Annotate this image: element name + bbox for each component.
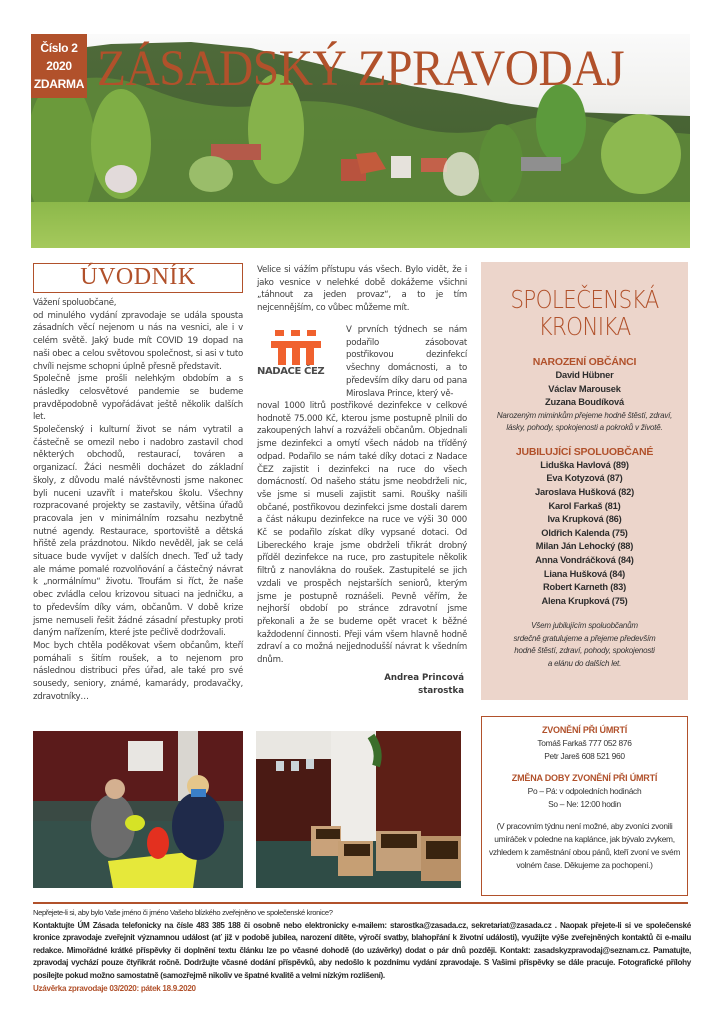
jubilee-name: Jaroslava Hušková (82) [535, 486, 634, 497]
bell-contact: Petr Jareš 608 521 960 [544, 751, 625, 761]
bell-note: vzhledem k zaměstnání obou pánů, kteří zvoní ve svém [488, 847, 681, 857]
editorial-column-1 [33, 297, 243, 704]
birth-name: Václav Marousek [548, 383, 621, 394]
jubilee-name: Liana Hušková (84) [543, 568, 626, 579]
jubilee-note: a elánu do dalších let. [547, 658, 622, 668]
social-chronicle-panel [481, 262, 688, 700]
jubilee-name: Iva Krupková (86) [547, 514, 622, 525]
births-note: lásky, pohody, spokojenosti a pokroků v životě. [506, 423, 663, 433]
jubilee-note: srdečně gratulujeme a přejeme především [513, 633, 656, 643]
bell-note: umíráček v poledne na kaplánce, jak bývalo zvykem, [494, 834, 675, 844]
jubilee-name: Alena Krupková (75) [541, 595, 628, 606]
bell-schedule: Po – Pá: v odpoledních hodinách [527, 786, 642, 796]
footer-notice [33, 907, 691, 995]
jubilee-note: Všem jubilujícím spoluobčanům [531, 621, 638, 631]
bell-ringing-heading: ZVONĚNÍ PŘI ÚMRTÍ [541, 725, 628, 735]
jubilee-note: hodně štěstí, zdraví, pohody, spokojenosti [514, 646, 655, 656]
editorial-paragraph: Velice si vážím přístupu vás všech. Bylo vidět, že i jako vesnice v nelehké době dokážeme všichni „táhnout za jeden provaz“, a to je tím nejcennějším, co vůbec můžeme mít. [257, 265, 467, 314]
jubilee-name: Oldřich Kalenda (75) [541, 527, 628, 538]
signature [257, 672, 464, 698]
editorial-paragraph: Moc bych chtěla poděkovat všem občanům, kteří pomáhali s šitím roušek, a to nejenom pro následnou distribuci přes úřad, ale také pro své sousedy, seniory, známé, kamarády, prodavačky, zdravotníky… [33, 640, 243, 702]
editorial-heading: ÚVODNÍK [80, 264, 196, 290]
jubilee-heading: JUBILUJÍCÍ SPOLUOBČANÉ [515, 445, 654, 458]
bell-note: (V pracovním týdnu není možné, aby zvoníci zvonili [496, 821, 673, 831]
jubilee-name: Robert Karneth (83) [543, 582, 626, 593]
cez-logo-icon [271, 330, 321, 365]
footer-deadline: Uzávěrka zpravodaje 03/2020: pátek 18.9.2020 [33, 983, 196, 993]
chronicle-title-line: KRONIKA [538, 312, 631, 341]
editorial-paragraph: Společně jsme prošli nelehkým obdobím a s následky celosvětové pandemie se budeme pravděpodobně vypořádávat ještě několik dalších let. [33, 374, 243, 423]
issue-year: 2020 [46, 59, 72, 73]
jubilee-name: Anna Vondráčková (84) [535, 554, 634, 565]
footer-divider [33, 902, 688, 904]
editorial-paragraph: od minulého vydání zpravodaje se udála spousta zásadních věcí nejenom u nás na vesnici, ale i v celém světě. Jaký bude mít COVID 19 dopad na naši obec a celou světovou společnost, si asi v tuto chvíli nejsme schopni úplně přesně představit. [33, 310, 243, 372]
jubilee-name: Karol Farkaš (81) [548, 500, 621, 511]
jubilee-name: Liduška Havlová (89) [540, 459, 629, 470]
author-name: Andrea Princová [384, 673, 464, 683]
bell-contact: Tomáš Farkaš 777 052 876 [537, 738, 632, 748]
editorial-cez-rest [257, 400, 467, 667]
birth-name: Zuzana Boudíková [545, 397, 624, 408]
photo-disinfectant-boxes [256, 731, 461, 888]
footer-question: Nepřejete-li si, aby bylo Vaše jméno či jméno Vašeho blízkého zveřejněno ve společenské kronice? [33, 908, 333, 917]
bell-schedule: So – Ne: 12:00 hodin [548, 799, 621, 809]
issue-number: Číslo 2 [40, 41, 78, 55]
issue-price: ZDARMA [33, 77, 85, 91]
births-heading: NAROZENÍ OBČÁNCI [532, 356, 637, 368]
chronicle-title [495, 286, 673, 340]
birth-name: David Hübner [555, 370, 614, 380]
jubilee-name: Milan Ján Lehocký (88) [535, 541, 634, 552]
bell-ringing-box [481, 716, 688, 896]
bell-note: volném čase. Děkujeme za pochopení.) [516, 860, 653, 870]
editorial-greeting: Vážení spoluobčané, [33, 298, 117, 308]
chronicle-title-line: SPOLEČENSKÁ [510, 285, 659, 314]
author-role: starostka [418, 686, 464, 696]
jubilee-name: Eva Kotyzová (87) [546, 473, 623, 484]
newsletter-title: ZÁSADSKÝ ZPRAVODAJ [97, 41, 625, 97]
editorial-heading-box [33, 263, 243, 293]
editorial-paragraph: Společenský i kulturní život se nám vytratil a částečně se omezil nebo i nadobro zastavil chod některých obchodů, restaurací, továren a organizací. Žáci nesměli docházet do základní školy, z důvodu malé návštěvnosti jsme nakonec byli nuceni uzavřít i mateřskou školu. Všechny rozpracované projekty se zastavily, většina úřadů pracovala jen v minimálním rozsahu nezbytně nutné agendy. Restaurace, sportoviště a dětská hřiště zela prázdnotou. Nikdo nevěděl, jak se celá situace bude vyvíjet v dalších dnech. Teď už tady ale máme pomalé rozvolňování a částečný návrat k „normálnímu“ životu. Troufám si říct, že naše obec zvládla celou krizovou situaci na jedničku, a to především díky vám, občanům. V době krize jsme nemuseli řešit žádné zásadní přestupky proti daným nařízením, které jste pečlivě dodržovali. [33, 425, 243, 639]
births-note: Narozeným miminkům přejeme hodně štěstí, zdraví, [496, 410, 673, 420]
issue-badge [31, 34, 87, 98]
nadace-cez-logo [257, 324, 337, 384]
editorial-continued [257, 264, 467, 315]
cez-logo-text: NADACE ČEZ [257, 366, 325, 377]
editorial-cez-intro: V prvních týdnech se nám podařilo zásobovat postřikovou dezinfekcí všechny domácnosti, a to především díky daru od pana Miroslava Prince, který vě- [346, 325, 467, 399]
photo-mask-volunteers [33, 731, 243, 888]
editorial-paragraph: noval 1000 litrů postřikové dezinfekce v celkové hodnotě 75.000 Kč, kterou jsme postupně plnili do zakoupených lahví a rozváželi občanům. Objednali jsme dezinfekci a omytí všech nádob na tříděný odpad. Podařilo se nám také díky dotaci z Nadace ČEZ zajistit i dezinfekci na ruce do všech domácností. Od našeho státu jsme neobdrželi nic, vše jsme si museli zajistit sami. Roušky našili občané, postřikovou dezinfekci jsme dostali darem a část nákupu dezinfekce na ruce ve výši 30 000 Kč se podařilo získat díky vypsané dotaci. Od Libereckého kraje jsme obdrželi třikrát drobný příděl dezinfekce na ruce, pro zastupitele několik filtrů z nanovlákna do roušek. Zastupitelé se jich vzdali ve prospěch nejstarších seniorů, kterým jsme je postupně roznášeli. Pevně věřím, že nejhorší období po stránce zdravotní jsme překonali a že se budeme opět vracet k běžné každodenní činnosti. Přeji vám všem hlavně hodně zdraví a co možná nejjednodušší návrat k všedním dnům. [257, 401, 467, 666]
footer-contact-text: Kontaktujte ÚM Zásada telefonicky na čísle 483 385 188 či osobně nebo elektronicky e-mailem: starostka@zasada.cz, sekretariat@zasada.cz . Naopak přejete-li si ve společenské kronice zpravodaje zveřejnit významnou událost (ať již v podobě jubilea, narození dítěte, výročí svatby, blahopřání k životní události), využijte výše zveřejněných kontaktů či e-mailu redakce. Mimořádné krátké příspěvky či doplnění textu článku lze po včasné dohodě (do uzávěrky) dodat o pár dnů později. Kontakt: zasadskyzpravodaj@seznam.cz. Pamatujte, zpravodaj vychází pouze čtyřikrát ročně. Dodržujte včasné dodání příspěvků, aby nedošlo k pozdnímu vydání zpravodaje. S Vašimi příspěvky se dále pracuje. Fotografické přílohy posílejte pokud možno samostatně (samozřejmě nikoliv ve špatné kvalitě a velmi nízkým rozlišení). [33, 920, 691, 980]
bell-schedule-heading: ZMĚNA DOBY ZVONĚNÍ PŘI ÚMRTÍ [511, 773, 658, 783]
